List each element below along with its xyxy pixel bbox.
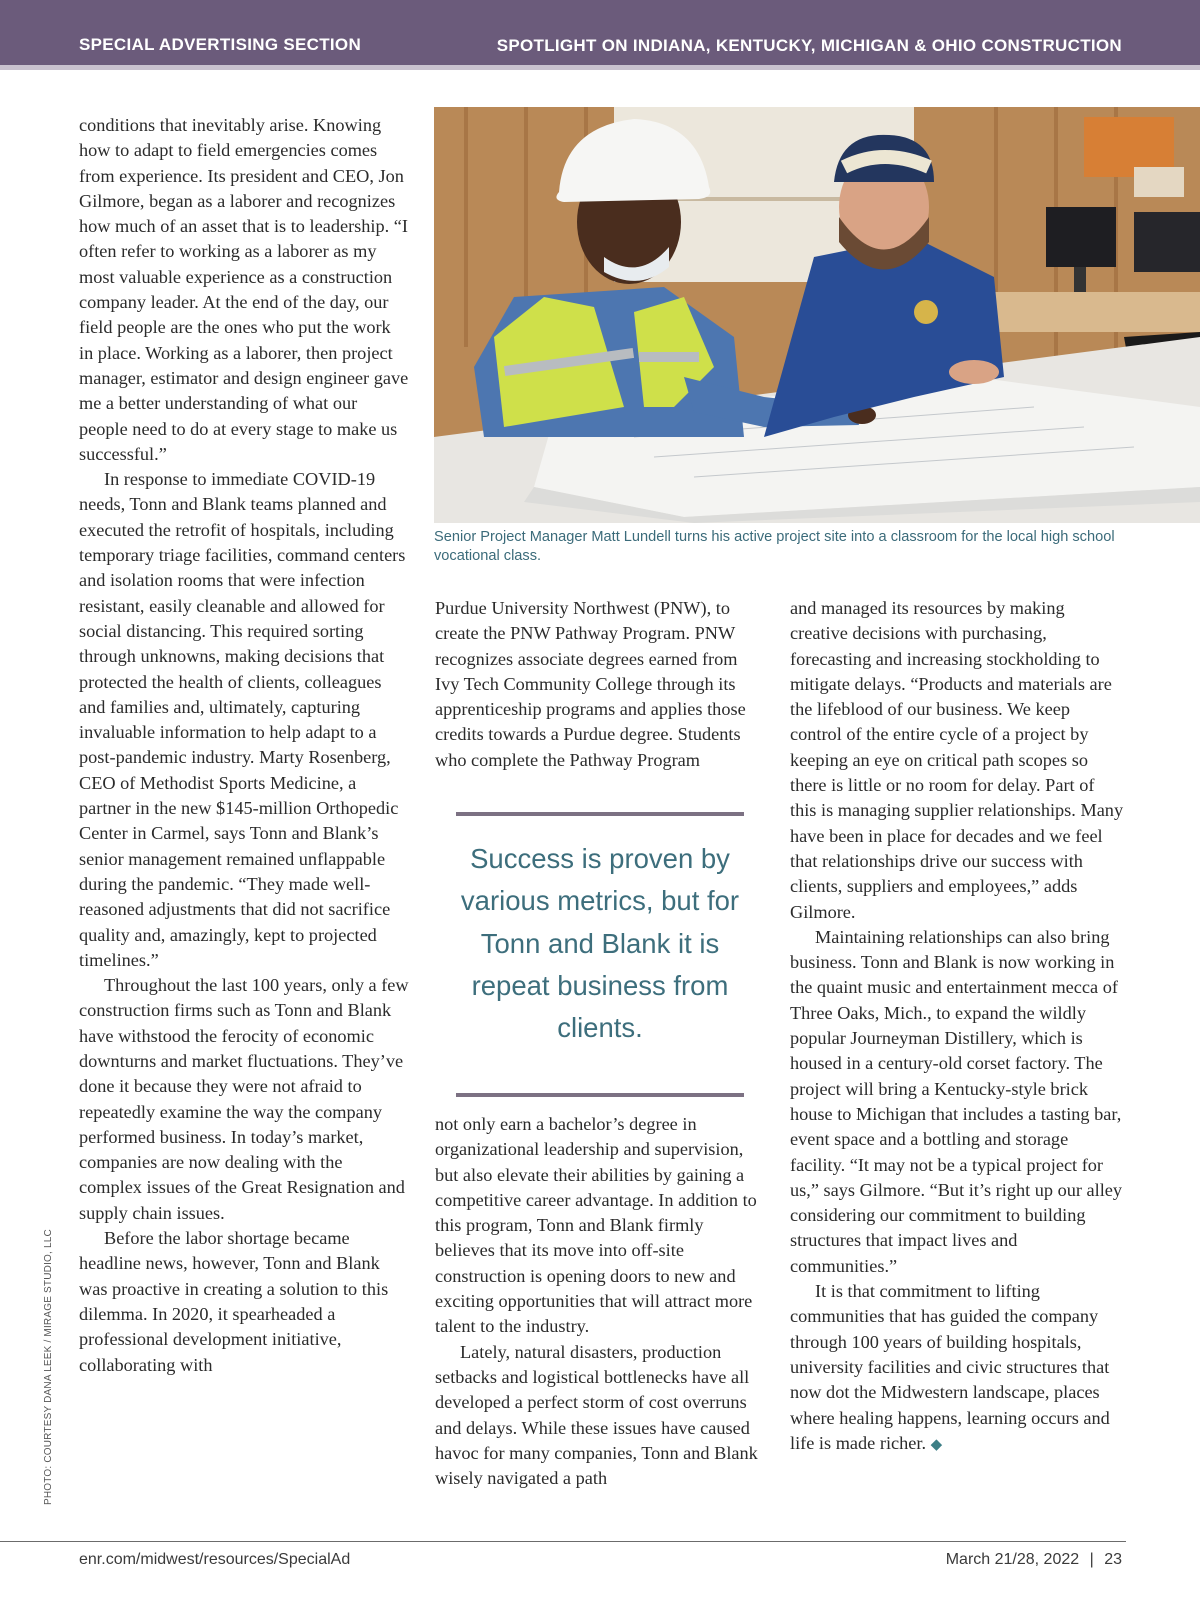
article-column-3 [790, 596, 1125, 1458]
article-column-1 [79, 113, 409, 1378]
pullquote-bottom-rule [456, 1093, 744, 1097]
paragraph: and managed its resources by making creative decisions with purchasing, forecasting and increasing stockholding to mitigate delays. “Products and materials are the lifeblood of our business. We keep control of the entire cycle of a project by keeping an eye on critical path scopes so there is little or no room for delay. Part of this is managing supplier relationships. Many have been in place for decades and we feel that relationships drive our success with clients, suppliers and employees,” adds Gilmore. [790, 598, 1124, 922]
paragraph: Maintaining relationships can also bring business. Tonn and Blank is now working in the quaint music and entertainment mecca of Three Oaks, Mich., to expand the wildly popular Journeyman Distillery, which is housed in a century-old corset factory. The project will bring a Kentucky-style brick house to Michigan that includes a tasting bar, event space and a bottling and storage facility. “It may not be a typical project for us,” says Gilmore. “But it’s right up our alley considering our commitment to building structures that impact lives and communities.” [790, 926, 1123, 1276]
paragraph: It is that commitment to lifting communities that has guided the company through 100 years of building hospitals, university facilities and civic structures that now dot the Midwestern landscape, places where healing happens, learning occurs and life is made richer. [790, 1281, 1110, 1453]
article-column-2-bottom [435, 1112, 765, 1491]
spotlight-label: SPOTLIGHT ON INDIANA, KENTUCKY, MICHIGAN & OHIO CONSTRUCTION [496, 36, 1122, 55]
pullquote: Success is proven by various metrics, but for Tonn and Blank it is repeat business from clients. [460, 843, 740, 1044]
page-number: 23 [1104, 1551, 1122, 1568]
article-column-2-top [435, 596, 765, 773]
issue-date: March 21/28, 2022 [945, 1551, 1080, 1568]
paragraph: In response to immediate COVID-19 needs, Tonn and Blank teams planned and executed the retrofit of hospitals, including temporary triage facilities, command centers and isolation rooms that were infection resistant, easily cleanable and allowed for social distancing. This required sorting through unknowns, making decisions that protected the health of clients, colleagues and families and, ultimately, capturing invaluable information to help adapt to a post-pandemic industry. Marty Rosenberg, CEO of Methodist Sports Medicine, a partner in the new $145-million Orthopedic Center in Carmel, says Tonn and Blank’s senior management remained unflappable during the pandemic. “They made well-reasoned adjustments that did not sacrifice quality and, amazingly, kept to projected timelines.” [79, 469, 406, 970]
photo-credit: PHOTO: COURTESY DANA LEEK / MIRAGE STUDIO, LLC [43, 1229, 54, 1505]
paragraph: not only earn a bachelor’s degree in organizational leadership and supervision, but also elevate their abilities by gaining a competitive career advantage. In addition to this program, Tonn and Blank firmly believes that its move into off-site construction is opening doors to new and exciting opportunities that will attract more talent to the industry. [435, 1114, 757, 1337]
paragraph: Before the labor shortage became headline news, however, Tonn and Blank was proactive in creating a solution to this dilemma. In 2020, it spearheaded a professional development initiative, collaborating with [79, 1228, 389, 1375]
footer-url[interactable]: enr.com/midwest/resources/SpecialAd [79, 1551, 351, 1568]
end-of-article-diamond-icon: ◆ [930, 1436, 943, 1453]
paragraph: Throughout the last 100 years, only a few construction firms such as Tonn and Blank have withstood the ferocity of economic downturns and market fluctuations. They’ve done it because they were not afraid to repeatedly examine the way the company performed business. In today’s market, companies are now dealing with the complex issues of the Great Resignation and supply chain issues. [79, 975, 409, 1223]
paragraph: Lately, natural disasters, production setbacks and logistical bottlenecks have all developed a perfect storm of cost overruns and delays. While these issues have caused havoc for many companies, Tonn and Blank wisely navigated a path [435, 1341, 758, 1489]
article-photo [434, 107, 1200, 523]
pullquote-top-rule [456, 812, 744, 816]
section-header [0, 0, 1200, 70]
photo-caption: Senior Project Manager Matt Lundell turns his active project site into a classroom for the local high school vocational class. [434, 529, 1115, 564]
footer-separator: | [1089, 1551, 1094, 1568]
footer-issue-info [946, 1551, 1122, 1569]
footer-rule [0, 1541, 1126, 1542]
photo-illustration [434, 107, 1200, 523]
section-label: SPECIAL ADVERTISING SECTION [79, 35, 362, 54]
paragraph: conditions that inevitably arise. Knowing how to adapt to field emergencies comes from experience. Its president and CEO, Jon Gilmore, began as a laborer and recognizes how much of an asset that is to leadership. “I often refer to working as a laborer as my most valuable experience as a construction company leader. At the end of the day, our field people are the ones who put the work in place. Working as a laborer, then project manager, estimator and design engineer gave me a better understanding of what our people need to do at every stage to make us successful.” [79, 115, 409, 464]
paragraph: Purdue University Northwest (PNW), to create the PNW Pathway Program. PNW recognizes associate degrees earned from Ivy Tech Community College through its apprenticeship programs and applies those credits towards a Purdue degree. Students who complete the Pathway Program [435, 598, 746, 770]
